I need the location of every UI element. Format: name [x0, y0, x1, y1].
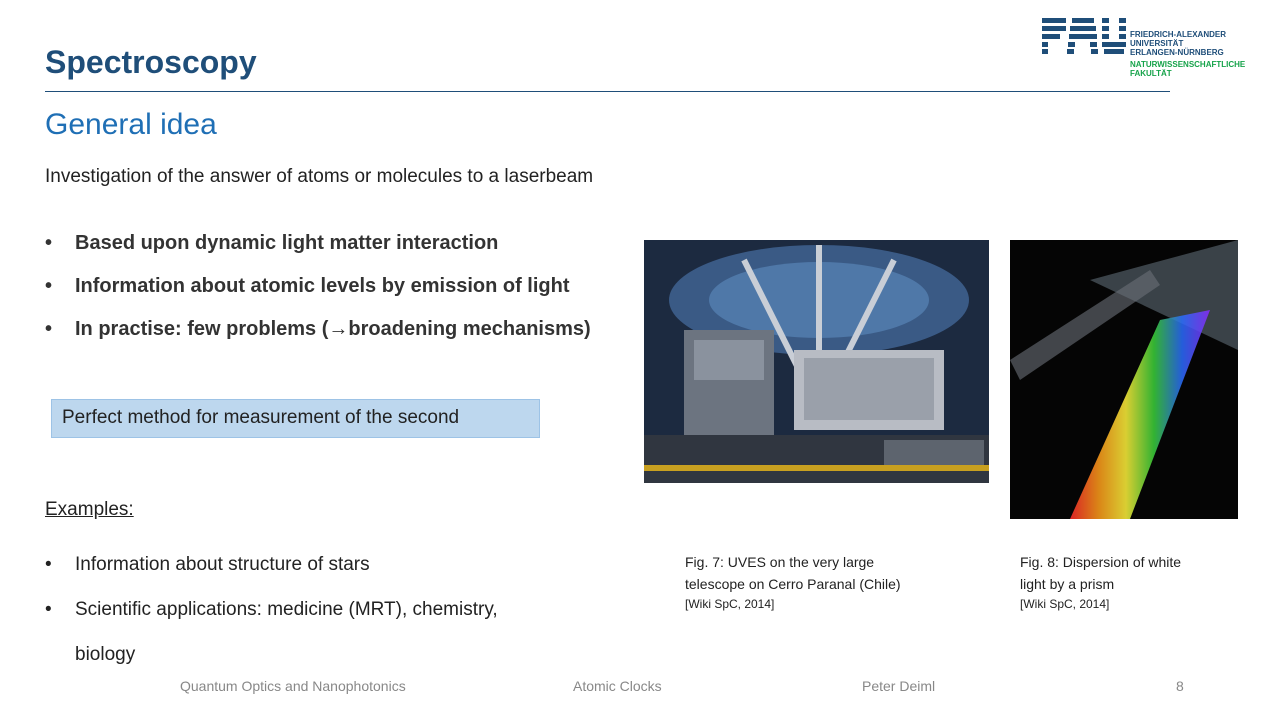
- prism-illustration: [1010, 240, 1238, 519]
- bullet-icon: •: [45, 275, 53, 297]
- logo-line-4: NATURWISSENSCHAFTLICHE: [1130, 60, 1246, 69]
- key-point: [45, 318, 591, 361]
- key-point: [45, 275, 591, 318]
- highlight-box: Perfect method for measurement of the second: [51, 399, 540, 438]
- section-subtitle: General idea: [45, 108, 217, 141]
- bullet-icon: •: [45, 232, 53, 254]
- logo-line-2: UNIVERSITÄT: [1130, 39, 1184, 48]
- example-text: Information about structure of stars: [75, 554, 370, 575]
- figure-7-citation: [Wiki SpC, 2014]: [685, 597, 775, 611]
- footer-topic: Atomic Clocks: [573, 678, 662, 694]
- figure-8-caption: [1020, 551, 1200, 613]
- fau-wordmark: [1042, 18, 1126, 54]
- page-number: 8: [1176, 678, 1184, 694]
- example-item: [45, 587, 505, 677]
- figure-7-caption-text: Fig. 7: UVES on the very large telescope on Cerro Paranal (Chile): [685, 554, 901, 592]
- figure-8-caption-text: Fig. 8: Dispersion of white light by a prism: [1020, 554, 1182, 592]
- page-title: Spectroscopy: [45, 44, 257, 80]
- title-divider: [45, 91, 1170, 92]
- examples-heading: Examples:: [45, 499, 134, 520]
- telescope-photo: [644, 240, 989, 483]
- bullet-icon: •: [45, 318, 53, 340]
- footer-course: Quantum Optics and Nanophotonics: [180, 678, 406, 694]
- bullet-icon: •: [45, 599, 52, 620]
- key-point-text: Based upon dynamic light matter interaction: [75, 232, 499, 254]
- examples-list: [45, 542, 505, 677]
- prism-photo: [1010, 240, 1238, 519]
- intro-text: Investigation of the answer of atoms or molecules to a laserbeam: [45, 166, 594, 187]
- key-point-text: Information about atomic levels by emission of light: [75, 275, 570, 297]
- example-item: [45, 542, 505, 587]
- logo-line-5: FAKULTÄT: [1130, 69, 1172, 78]
- logo-line-1: FRIEDRICH-ALEXANDER: [1130, 30, 1226, 39]
- telescope-illustration: [644, 240, 989, 483]
- key-points-list: [45, 232, 591, 361]
- footer-author: Peter Deiml: [862, 678, 936, 694]
- figure-7-caption: [685, 551, 920, 613]
- key-point-text: In practise: few problems (→broadening mechanisms): [75, 318, 591, 340]
- fau-logo: [1042, 18, 1246, 88]
- example-text: Scientific applications: medicine (MRT), chemistry, biology: [75, 599, 498, 665]
- key-point: [45, 232, 591, 275]
- logo-line-3: ERLANGEN-NÜRNBERG: [1130, 48, 1224, 57]
- bullet-icon: •: [45, 554, 52, 575]
- figure-8-citation: [Wiki SpC, 2014]: [1020, 597, 1110, 611]
